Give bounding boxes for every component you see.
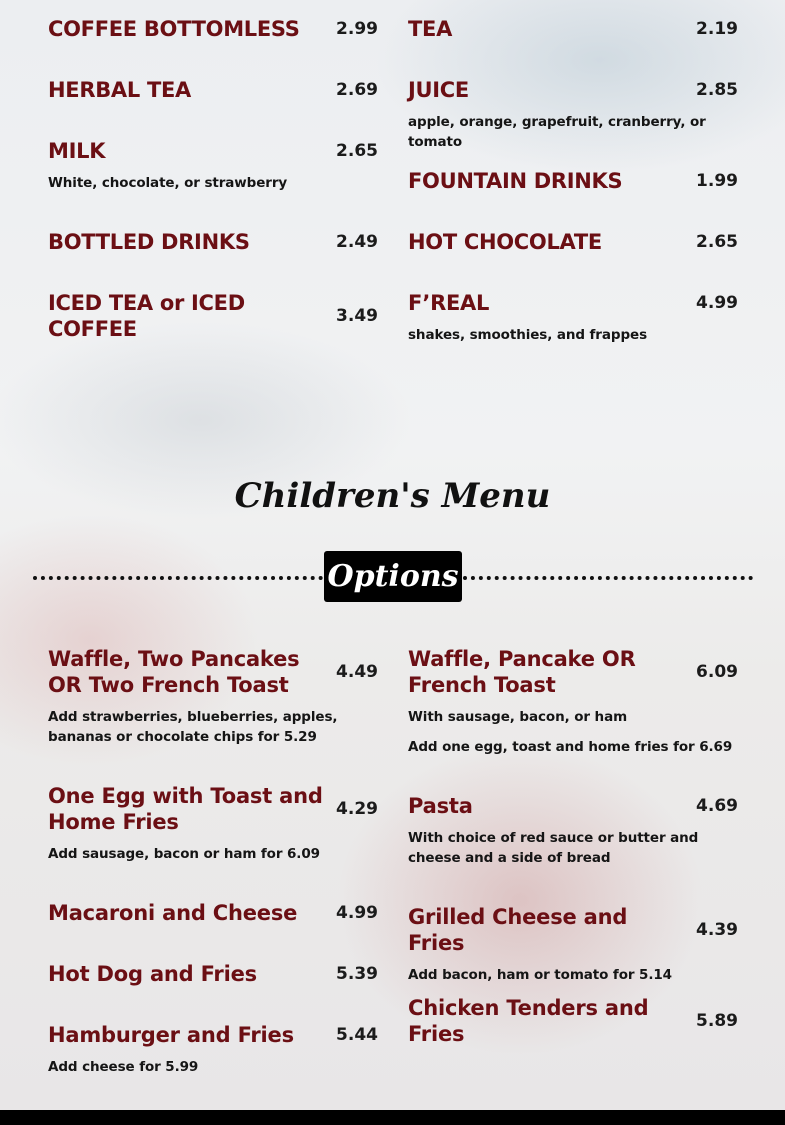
item-price: 5.44 [336, 1025, 378, 1045]
item-name: Waffle, Pancake OR French Toast [408, 647, 636, 697]
item-price: 4.49 [336, 662, 378, 682]
menu-item [408, 16, 738, 42]
menu-item [48, 229, 378, 255]
item-description: With choice of red sauce or butter and cheese and a side of bread [408, 830, 699, 866]
item-name: HERBAL TEA [48, 78, 191, 102]
item-price: 5.89 [696, 1011, 738, 1031]
menu-item [408, 793, 738, 868]
item-name: Waffle, Two Pancakes OR Two French Toast [48, 647, 300, 697]
menu-item [48, 16, 378, 42]
menu-item [48, 1022, 378, 1077]
item-name: TEA [408, 17, 453, 41]
item-name: Chicken Tenders and Fries [408, 996, 649, 1046]
menu-item [408, 995, 738, 1047]
menu-item [408, 229, 738, 255]
item-description: Add strawberries, blueberries, apples, bananas or chocolate chips for 5.29 [48, 709, 338, 745]
menu-item [408, 77, 738, 152]
item-name: F’REAL [408, 291, 490, 315]
item-description: White, chocolate, or strawberry [48, 175, 288, 191]
item-price: 1.99 [696, 171, 738, 191]
item-price: 4.99 [696, 293, 738, 313]
item-description: With sausage, bacon, or ham [408, 709, 628, 725]
item-name: COFFEE BOTTOMLESS [48, 17, 300, 41]
item-name: HOT CHOCOLATE [408, 230, 602, 254]
menu-item [408, 904, 738, 985]
menu-item [48, 783, 378, 864]
item-price: 2.49 [336, 232, 378, 252]
menu-item [48, 961, 378, 987]
menu-item [48, 138, 378, 193]
menu-item [408, 290, 738, 345]
item-description: Add one egg, toast and home fries for 6.69 [408, 739, 733, 755]
item-price: 2.85 [696, 80, 738, 100]
menu-item [408, 168, 738, 194]
menu-item [48, 646, 378, 747]
item-name: Pasta [408, 794, 473, 818]
menu-item [408, 646, 738, 757]
item-name: Grilled Cheese and Fries [408, 905, 628, 955]
menu-item [48, 290, 378, 342]
item-price: 4.39 [696, 920, 738, 940]
dotted-divider-left [33, 576, 323, 580]
item-price: 4.99 [336, 903, 378, 923]
item-price: 2.19 [696, 19, 738, 39]
item-price: 2.65 [696, 232, 738, 252]
item-description: Add bacon, ham or tomato for 5.14 [408, 967, 672, 983]
item-price: 4.69 [696, 796, 738, 816]
item-description: Add sausage, bacon or ham for 6.09 [48, 846, 320, 862]
section-title: Children's Menu [234, 476, 551, 516]
item-name: MILK [48, 139, 106, 163]
item-price: 3.49 [336, 306, 378, 326]
options-badge: Options [324, 551, 462, 602]
item-name: FOUNTAIN DRINKS [408, 169, 623, 193]
item-name: Hamburger and Fries [48, 1023, 294, 1047]
footer-bar [0, 1110, 785, 1125]
item-name: Macaroni and Cheese [48, 901, 298, 925]
item-price: 2.65 [336, 141, 378, 161]
menu-item [48, 77, 378, 103]
dotted-divider-right [463, 576, 753, 580]
item-name: One Egg with Toast and Home Fries [48, 784, 323, 834]
item-name: JUICE [408, 78, 469, 102]
item-description: Add cheese for 5.99 [48, 1059, 199, 1075]
item-price: 2.69 [336, 80, 378, 100]
item-price: 5.39 [336, 964, 378, 984]
item-description: shakes, smoothies, and frappes [408, 327, 647, 343]
item-name: Hot Dog and Fries [48, 962, 257, 986]
item-price: 6.09 [696, 662, 738, 682]
item-name: BOTTLED DRINKS [48, 230, 250, 254]
item-price: 2.99 [336, 19, 378, 39]
menu-item [48, 900, 378, 926]
item-name: ICED TEA or ICED COFFEE [48, 291, 245, 341]
item-description: apple, orange, grapefruit, cranberry, or tomato [408, 114, 706, 150]
item-price: 4.29 [336, 799, 378, 819]
